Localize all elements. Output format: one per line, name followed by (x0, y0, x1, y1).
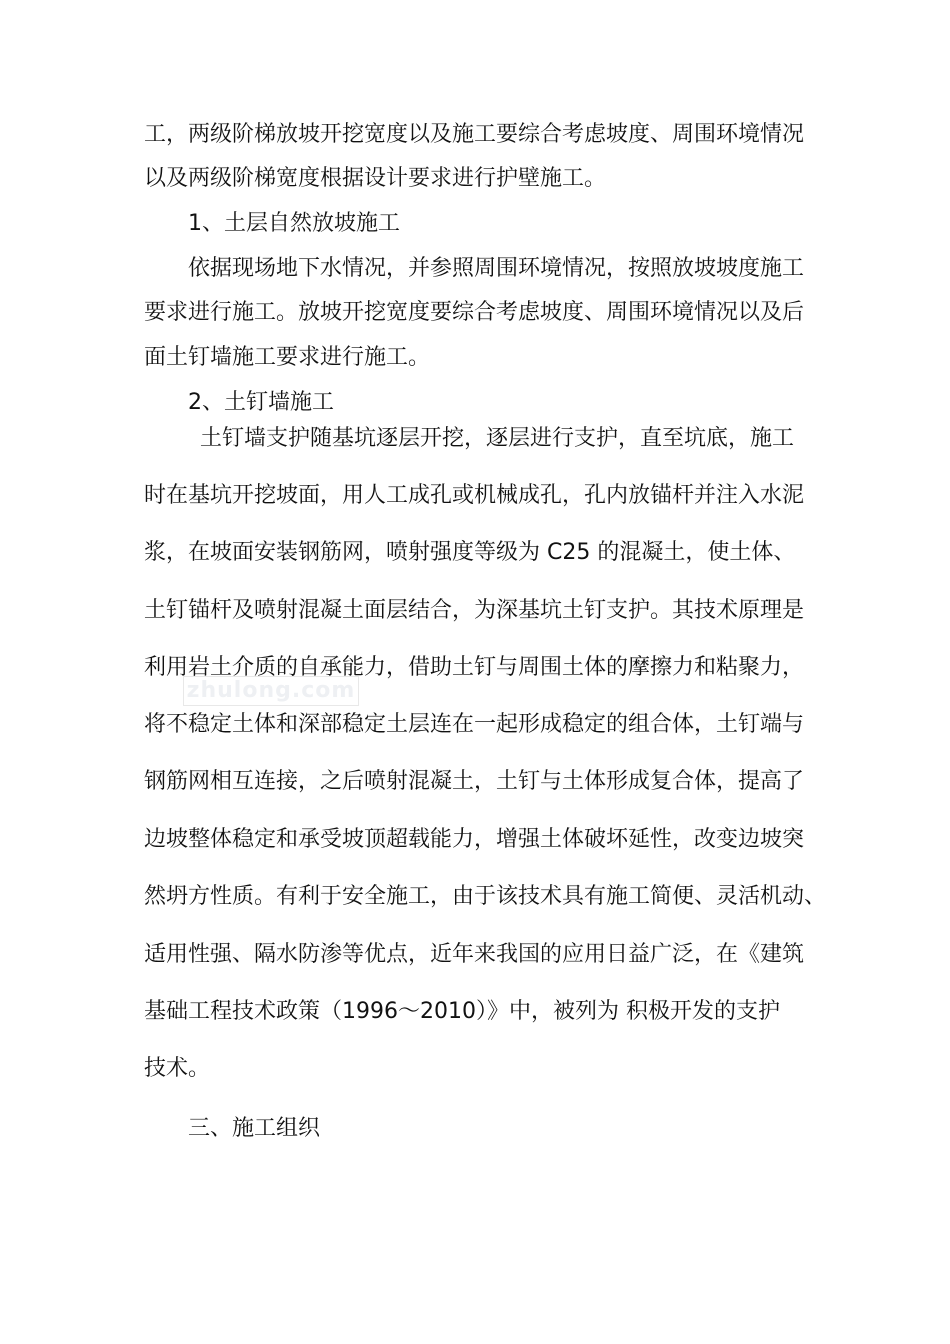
body-text-line: 适用性强、隔水防渗等优点，近年来我国的应用日益广泛，在《建筑 (144, 942, 805, 967)
body-text-line: 土钉锚杆及喷射混凝土面层结合，为深基坑土钉支护。其技术原理是 (144, 598, 805, 623)
body-text-line: 以及两级阶梯宽度根据设计要求进行护壁施工。 (144, 166, 607, 191)
body-text-line: 边坡整体稳定和承受坡顶超载能力，增强土体破坏延性，改变边坡突 (144, 827, 805, 852)
body-text-line: 基础工程技术政策（1996～2010）》中，被列为 积极开发的支护 (144, 999, 780, 1024)
body-text-line: 要求进行施工。放坡开挖宽度要综合考虑坡度、周围环境情况以及后 (144, 300, 805, 325)
body-text-line: 土钉墙支护随基坑逐层开挖，逐层进行支护，直至坑底，施工 (200, 426, 795, 451)
body-text-line: 将不稳定土体和深部稳定土层连在一起形成稳定的组合体，土钉端与 (144, 712, 805, 737)
section-heading: 2、土钉墙施工 (188, 390, 334, 415)
watermark-logo: zhulong.com (183, 676, 359, 706)
section-heading: 1、土层自然放坡施工 (188, 211, 400, 236)
body-text-line: 然坍方性质。有利于安全施工，由于该技术具有施工简便、灵活机动、 (144, 884, 827, 909)
body-text-line: 时在基坑开挖坡面，用人工成孔或机械成孔，孔内放锚杆并注入水泥 (144, 483, 805, 508)
body-text-line: 工，两级阶梯放坡开挖宽度以及施工要综合考虑坡度、周围环境情况 (144, 122, 805, 147)
section-heading: 三、施工组织 (188, 1116, 321, 1141)
body-text-line: 面土钉墙施工要求进行施工。 (144, 345, 431, 370)
body-text-line: 浆，在坡面安装钢筋网，喷射强度等级为 C25 的混凝土，使土体、 (144, 540, 796, 565)
body-text-line: 钢筋网相互连接，之后喷射混凝土，土钉与土体形成复合体，提高了 (144, 769, 805, 794)
body-text-line: 技术。 (144, 1056, 211, 1081)
body-text-line: 利用岩土介质的自承能力，借助土钉与周围土体的摩擦力和粘聚力， (144, 655, 805, 680)
body-text-line: 依据现场地下水情况，并参照周围环境情况，按照放坡坡度施工 (188, 256, 805, 281)
